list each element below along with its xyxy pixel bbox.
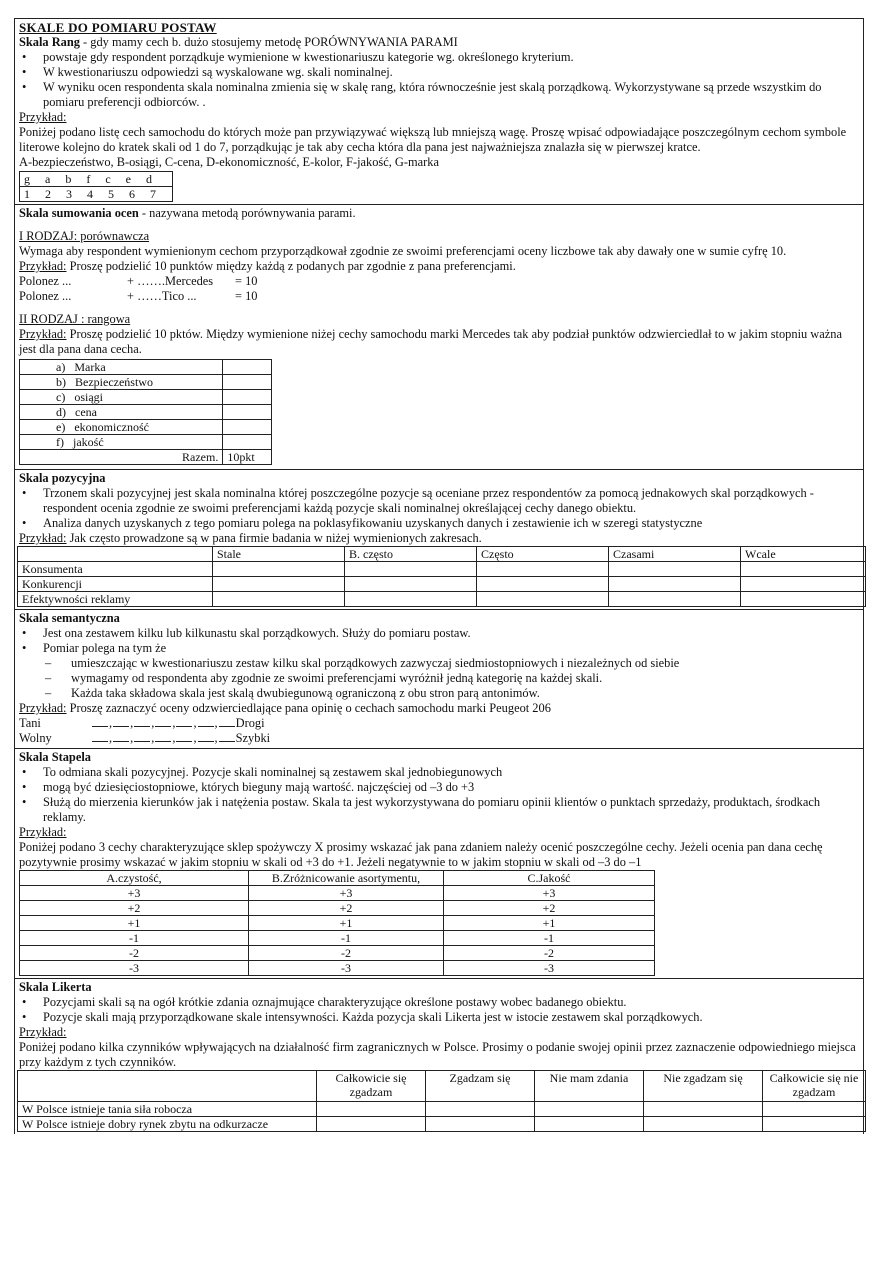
sum-value: 10pkt — [223, 450, 272, 465]
points-cell[interactable] — [223, 390, 272, 405]
pair-row: Polonez ... + ……Tico ... = 10 — [19, 289, 258, 303]
example-text: Jak często prowadzone są w pana firmie badania w niżej wymienionych zakresach. — [66, 531, 482, 545]
list-item: • W kwestionariuszu odpowiedzi są wyskalowane wg. skali nominalnej. — [22, 65, 393, 79]
section-rang — [15, 19, 863, 204]
list-item: • Jest ona zestawem kilku lub kilkunastu skal porządkowych. Służy do pomiaru postaw. — [22, 626, 471, 640]
table-row: +3 +3 +3 — [20, 886, 655, 901]
semantyczna-head: Skala semantyczna — [19, 611, 120, 625]
table-row: -2 -2 -2 — [20, 946, 655, 961]
rang-head: Skala Rang — [19, 35, 80, 49]
table-row: a) Marka — [20, 360, 272, 375]
list-item: • Trzonem skali pozycyjnej jest skala nominalna której poszczególne pozycje są oceniane przez respondentów za pomocą jednakowych skal porządkowych - respondent ocenia zgodnie ze swoimi preferencjami każdą pozycje skali nominalnej określającej cechy danego obiektu. — [22, 486, 814, 515]
table-row: W Polsce istnieje dobry rynek zbytu na odkurzacze — [18, 1117, 866, 1132]
table-row: Efektywności reklamy — [18, 592, 866, 607]
r1-title: I RODZAJ: porównawcza — [19, 229, 150, 243]
semantic-scale[interactable]: Wolny , , , , , , Szybki — [19, 731, 271, 745]
points-cell[interactable] — [223, 360, 272, 375]
example-text: Poniżej podano 3 cechy charakteryzujące sklep spożywczy X prosimy wskazać jak pana zdaniem należy ocenić poszczególne cechy. Jeżeli ocenia pan dana cechę pozytywnie prosimy wskazać w jakim stopniu w skali od +3 do +1. Jeżeli negatywnie to w jakim stopniu w skali od –3 do –1 — [19, 840, 823, 869]
table-row: f) jakość — [20, 435, 272, 450]
section-semantyczna — [15, 609, 863, 748]
table-row: +1 +1 +1 — [20, 916, 655, 931]
stapel-table — [19, 870, 655, 976]
list-item: • Służą do mierzenia kierunków jak i natężenia postaw. Skala ta jest wykorzystywana do pomiaru opinii klientów o punktach sprzedaży, produktach, środkach reklamy. — [22, 795, 821, 824]
table-row: d) cena — [20, 405, 272, 420]
table-row: e) ekonomiczność — [20, 420, 272, 435]
table-row: c) osiągi — [20, 390, 272, 405]
points-cell[interactable] — [223, 435, 272, 450]
r2-title: II RODZAJ : rangowa — [19, 312, 131, 326]
example-text: Proszę zaznaczyć oceny odzwierciedlające pana opinię o cechach samochodu marki Peugeot 206 — [66, 701, 551, 715]
pozycyjna-head: Skala pozycyjna — [19, 471, 106, 485]
sub-item: – wymagamy od respondenta aby zgodnie ze swoimi preferencjami wyróżnił jedną kategorię na każdej skali. — [45, 671, 603, 685]
list-item: • Pozycjami skali są na ogół krótkie zdania oznajmujące charakteryzujące określone postawy wobec badanego obiektu. — [22, 995, 627, 1009]
table-row: Stale B. często Często Czasami Wcale — [18, 547, 866, 562]
example-label: Przykład: — [19, 531, 67, 545]
points-table — [19, 359, 272, 465]
table-row: A.czystość, B.Zróżnicowanie asortymentu, C.Jakość — [20, 871, 655, 886]
likert-table — [17, 1070, 866, 1132]
table-row: +2 +2 +2 — [20, 901, 655, 916]
frequency-table — [17, 546, 866, 607]
table-row: Konkurencji — [18, 577, 866, 592]
table-row: Konsumenta — [18, 562, 866, 577]
section-stapela — [15, 748, 863, 978]
example-text: Poniżej podano kilka czynników wpływających na działalność firm zagranicznych w Polsce. Prosimy o podanie swojej opinii przez zaznaczenie odpowiedniego miejsca przy każdym z tych czynników. — [19, 1040, 856, 1069]
table-row: Razem. 10pkt — [20, 450, 272, 465]
table-row: Całkowicie się zgadzam Zgadzam się Nie mam zdania Nie zgadzam się Całkowicie się nie zgadzam — [18, 1071, 866, 1102]
page-title: SKALE DO POMIARU POSTAW — [19, 20, 217, 35]
list-item: • To odmiana skali pozycyjnej. Pozycje skali nominalnej są zestawem skal jednobiegunowych — [22, 765, 503, 779]
section-pozycyjna — [15, 469, 863, 609]
section-sumowanie — [15, 204, 863, 469]
stapela-head: Skala Stapela — [19, 750, 91, 764]
example-label: Przykład: — [19, 259, 67, 273]
example-label: Przykład: — [19, 110, 67, 124]
example-label: Przykład: — [19, 327, 67, 341]
likerta-head: Skala Likerta — [19, 980, 92, 994]
points-cell[interactable] — [223, 405, 272, 420]
example-label: Przykład: — [19, 825, 67, 839]
rank-boxes — [19, 171, 173, 202]
semantic-scale[interactable]: Tani , , , , , , Drogi — [19, 716, 265, 730]
example-label: Przykład: — [19, 701, 67, 715]
sumowanie-head: Skala sumowania ocen — [19, 206, 139, 220]
sub-item: – Każda taka składowa skala jest skalą dwubiegunową ograniczoną z obu stron parą antonimów. — [45, 686, 540, 700]
sub-item: – umieszczając w kwestionariuszu zestaw kilku skal porządkowych zazwyczaj siedmiostopniowych i niezależnych od siebie — [45, 656, 680, 670]
rank-numbers: 1 2 3 4 5 6 7 — [20, 187, 173, 202]
example-label: Przykład: — [19, 1025, 67, 1039]
list-item: • Pomiar polega na tym że — [22, 641, 167, 655]
example-text: Proszę podzielić 10 pktów. Między wymienione niżej cechy samochodu marki Mercedes tak aby podział punktów odzwierciedlał to w jakim stopniu ważna jest dla pana dana cecha. — [19, 327, 842, 356]
table-row: -1 -1 -1 — [20, 931, 655, 946]
list-item: • mogą być dziesięciostopniowe, których bieguny mają wartość. najczęściej od –3 do +3 — [22, 780, 475, 794]
rang-head-rest: - gdy mamy cech b. dużo stosujemy metodę PORÓWNYWANIA PARAMI — [79, 35, 458, 49]
sumowanie-head-rest: - nazywana metodą porównywania parami. — [138, 206, 356, 220]
points-cell[interactable] — [223, 420, 272, 435]
list-item: • Pozycje skali mają przyporządkowane skale intensywności. Każda pozycja skali Likerta jest w istocie zestawem skal porządkowych. — [22, 1010, 703, 1024]
table-row: W Polsce istnieje tania siła robocza — [18, 1102, 866, 1117]
example-text: Poniżej podano listę cech samochodu do których może pan przywiązywać większą lub mniejszą wagę. Proszę wpisać odpowiadające poszczególnym cechom symbole literowe kolejno do kratek skali od 1 do 7, porządkując je tak aby cecha która dla pana jest najważniejsza znalazła się w pierwszej kratce. — [19, 125, 847, 154]
rank-letters: g a b f c e d — [20, 172, 173, 187]
points-cell[interactable] — [223, 375, 272, 390]
feature-legend: A-bezpieczeństwo, B-osiągi, C-cena, D-ekonomiczność, E-kolor, F-jakość, G-marka — [19, 155, 439, 169]
pair-row: Polonez ... + …….Mercedes = 10 — [19, 274, 258, 288]
example-text: Proszę podzielić 10 punktów między każdą z podanych par zgodnie z pana preferencjami. — [66, 259, 516, 273]
document-page — [14, 18, 864, 1134]
r1-text: Wymaga aby respondent wymienionym cechom przyporządkował zgodnie ze swoimi preferencjami oceny liczbowe tak aby dawały one w sumie cyfrę 10. — [19, 244, 787, 258]
list-item: • W wyniku ocen respondenta skala nominalna zmienia się w skalę rang, która równocześnie jest skalą porządkową. Wykorzystywane są przede wszystkim do pomiaru preferencji odbiorców. . — [22, 80, 822, 109]
list-item: • powstaje gdy respondent porządkuje wymienione w kwestionariuszu kategorie wg. określonego kryterium. — [22, 50, 574, 64]
list-item: • Analiza danych uzyskanych z tego pomiaru polega na poklasyfikowaniu uzyskanych danych i zestawienie ich w szeregi statystyczne — [22, 516, 703, 530]
table-row: b) Bezpieczeństwo — [20, 375, 272, 390]
table-row: -3 -3 -3 — [20, 961, 655, 976]
section-likerta — [15, 978, 863, 1134]
